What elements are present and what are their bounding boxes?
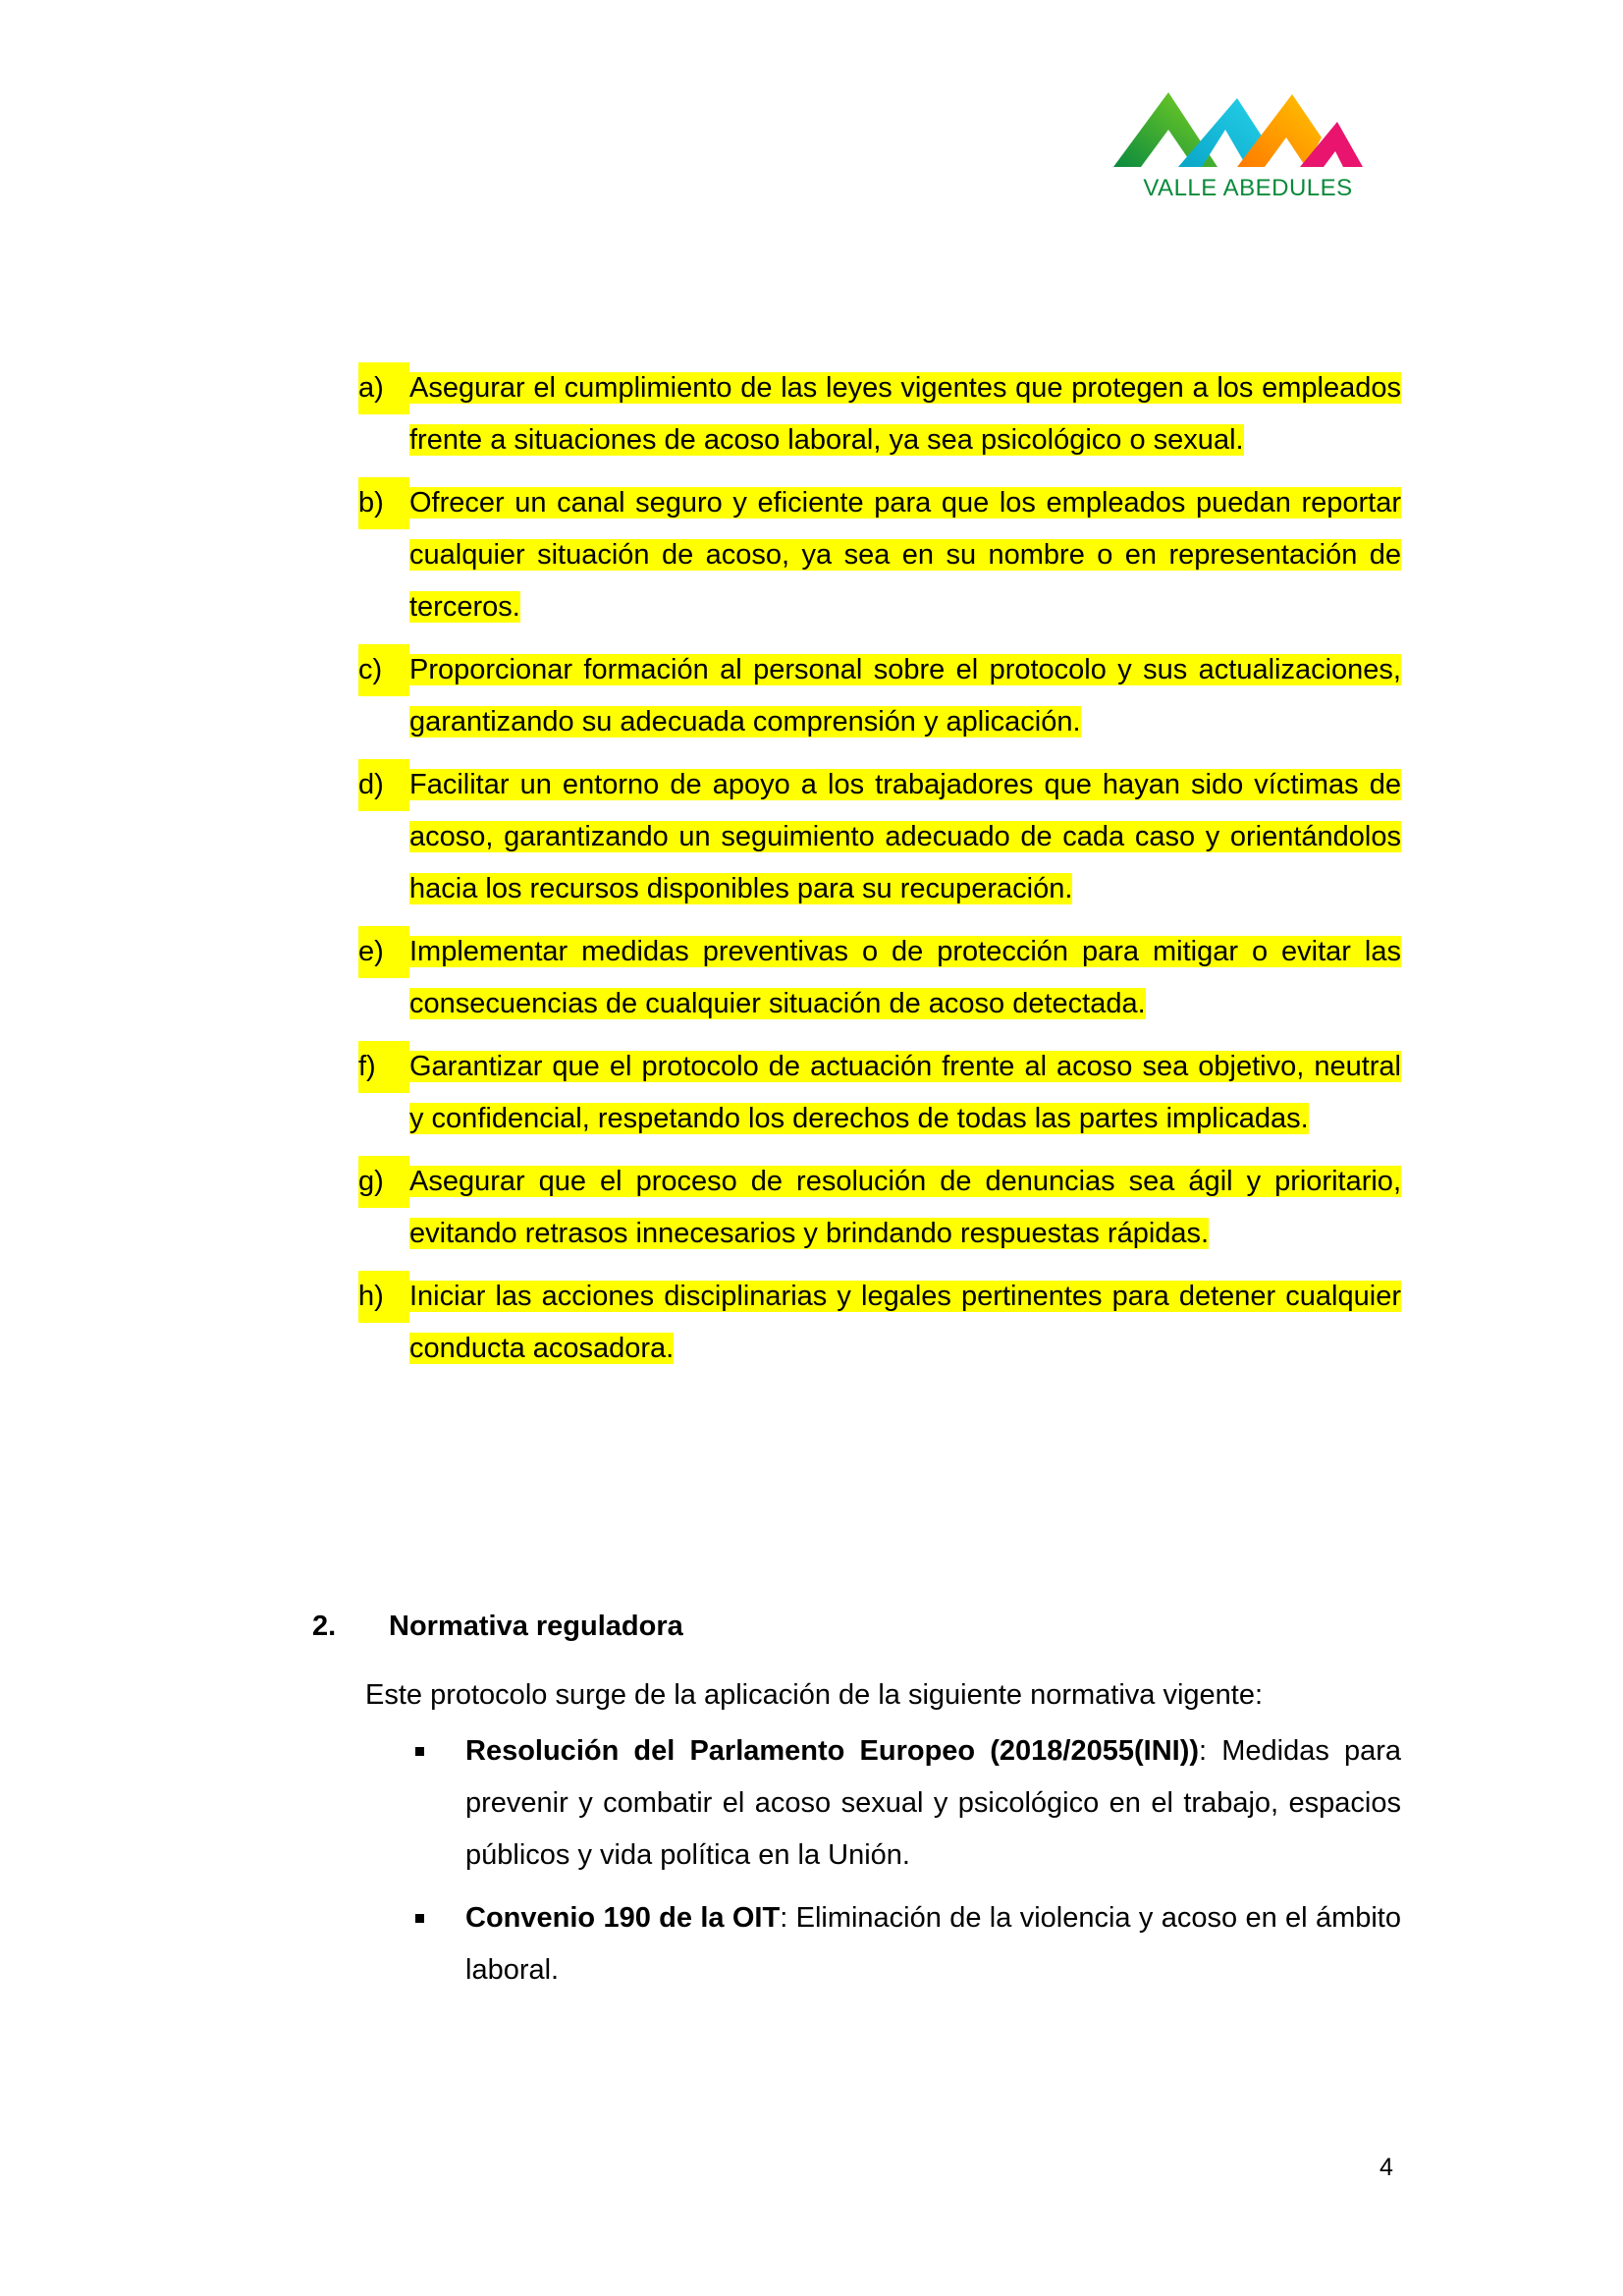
objectives-list xyxy=(358,362,1401,1386)
regulation-title: Resolución del Parlamento Europeo (2018/2055(INI)) xyxy=(465,1735,1200,1767)
regulation-item xyxy=(412,1725,1401,1882)
section-number: 2. xyxy=(312,1611,337,1642)
objective-label: a) xyxy=(358,362,409,414)
regulation-description: : Medidas para prevenir y combatir el acoso sexual y psicológico en el trabajo, espacios públicos y vida política en la Unión. xyxy=(465,1735,1401,1871)
page-number: 4 xyxy=(1380,2154,1393,2181)
objective-text: Garantizar que el protocolo de actuación frente al acoso sea objetivo, neutral y confidencial, respetando los derechos de todas las partes implicadas. xyxy=(409,1051,1401,1134)
objective-item-d xyxy=(358,759,1401,915)
regulation-item xyxy=(412,1892,1401,1996)
objective-item-c xyxy=(358,644,1401,748)
objective-item-f xyxy=(358,1041,1401,1145)
objective-item-b xyxy=(358,477,1401,633)
objective-label: f) xyxy=(358,1041,409,1093)
objective-text: Proporcionar formación al personal sobre el protocolo y sus actualizaciones, garantizando su adecuada comprensión y aplicación. xyxy=(409,654,1401,738)
section-heading xyxy=(312,1611,683,1643)
objective-item-g xyxy=(358,1156,1401,1260)
objective-label: c) xyxy=(358,644,409,696)
logo-mountains-icon xyxy=(1100,81,1384,179)
objective-item-h xyxy=(358,1271,1401,1375)
regulation-description: : Eliminación de la violencia y acoso en el ámbito laboral. xyxy=(465,1902,1401,1986)
objective-label: g) xyxy=(358,1156,409,1208)
square-bullet-icon xyxy=(415,1914,424,1923)
objective-text: Facilitar un entorno de apoyo a los trabajadores que hayan sido víctimas de acoso, garantizando un seguimiento adecuado de cada caso y orientándolos hacia los recursos disponibles para su recuperación. xyxy=(409,769,1401,904)
objective-item-e xyxy=(358,926,1401,1030)
square-bullet-icon xyxy=(415,1747,424,1756)
objective-label: h) xyxy=(358,1271,409,1323)
company-logo xyxy=(1100,81,1384,208)
objective-label: b) xyxy=(358,477,409,529)
logo-text: VALLE ABEDULES xyxy=(1143,175,1353,201)
section-title: Normativa reguladora xyxy=(389,1611,683,1642)
objective-text: Implementar medidas preventivas o de protección para mitigar o evitar las consecuencias de cualquier situación de acoso detectada. xyxy=(409,936,1401,1019)
regulation-title: Convenio 190 de la OIT xyxy=(465,1902,781,1934)
objective-label: d) xyxy=(358,759,409,811)
objective-text: Iniciar las acciones disciplinarias y legales pertinentes para detener cualquier conducta acosadora. xyxy=(409,1281,1401,1364)
objective-label: e) xyxy=(358,926,409,978)
objective-text: Asegurar que el proceso de resolución de denuncias sea ágil y prioritario, evitando retrasos innecesarios y brindando respuestas rápidas. xyxy=(409,1166,1401,1249)
section-intro: Este protocolo surge de la aplicación de la siguiente normativa vigente: xyxy=(365,1679,1264,1711)
objective-text: Asegurar el cumplimiento de las leyes vigentes que protegen a los empleados frente a situaciones de acoso laboral, ya sea psicológico o sexual. xyxy=(409,372,1401,456)
objective-text: Ofrecer un canal seguro y eficiente para que los empleados puedan reportar cualquier situación de acoso, ya sea en su nombre o en representación de terceros. xyxy=(409,487,1401,623)
regulations-list xyxy=(412,1725,1401,2007)
objective-item-a xyxy=(358,362,1401,466)
